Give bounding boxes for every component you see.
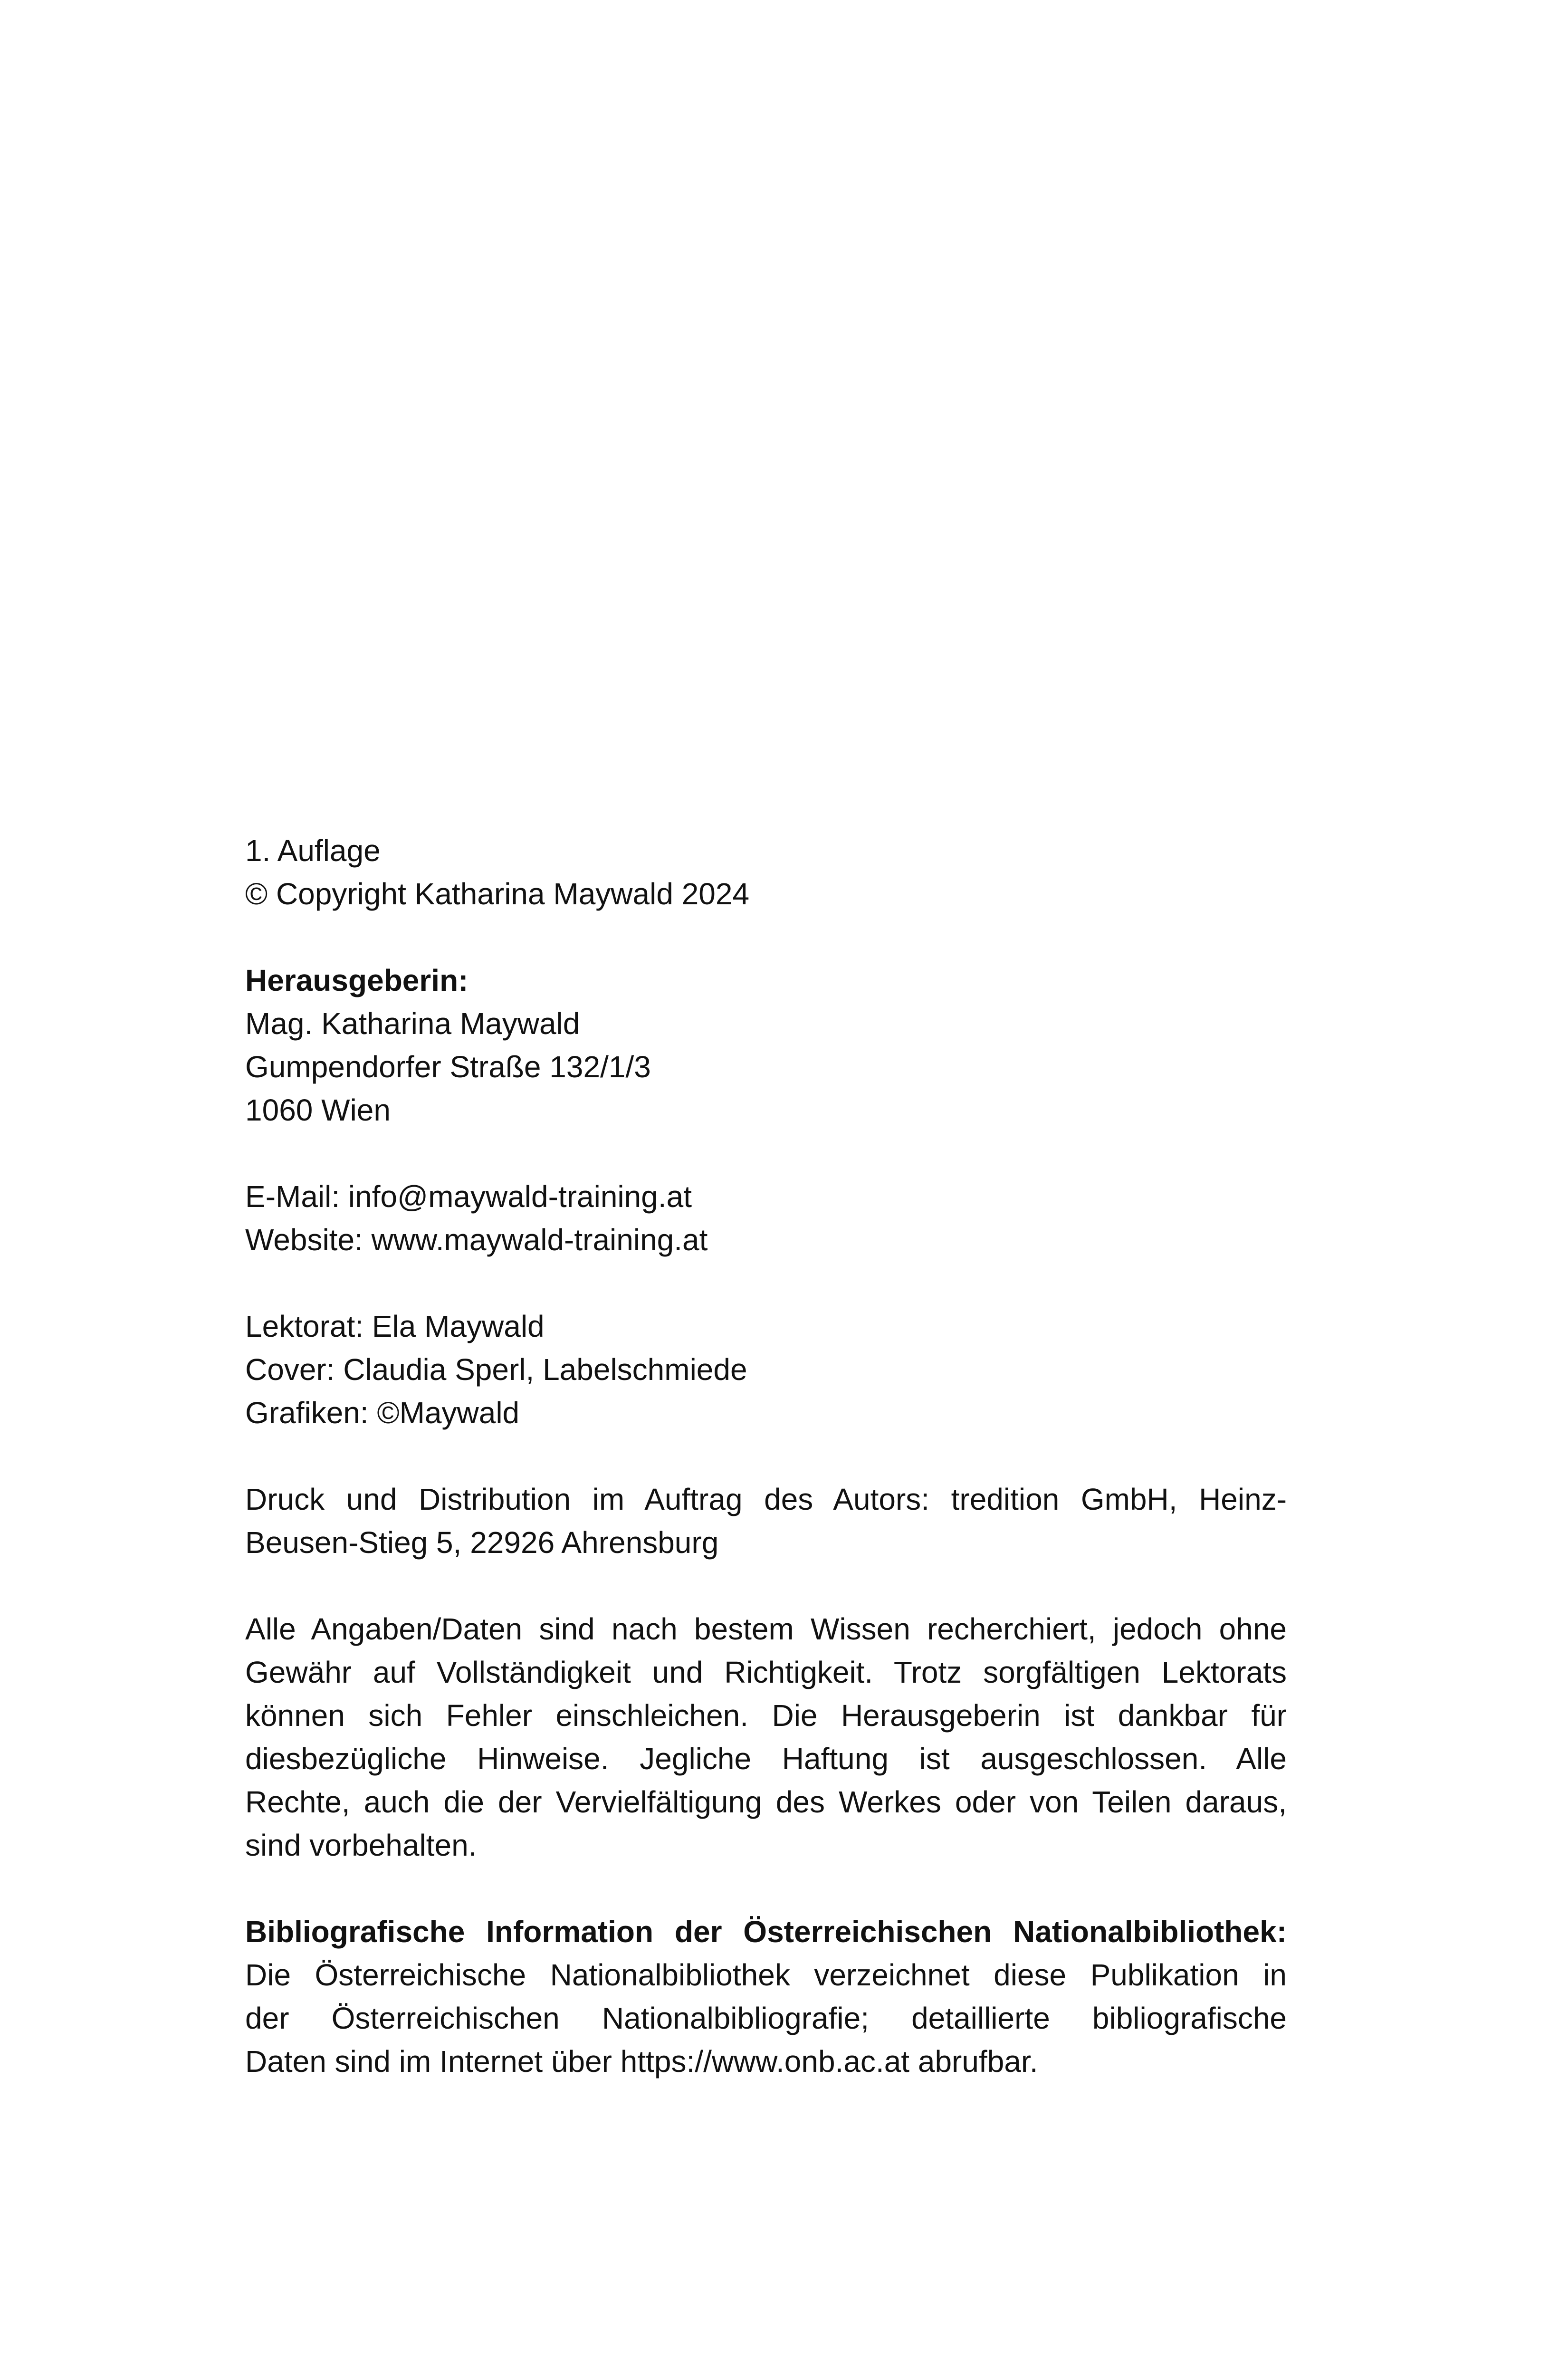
contact-email: E-Mail: info@maywald-training.at	[245, 1179, 692, 1214]
credit-editing: Lektorat: Ela Maywald	[245, 1309, 545, 1343]
disclaimer-line: Gewähr auf Vollständigkeit und Richtigkeit. Trotz sorgfältigen Lektorats	[245, 1655, 1287, 1689]
edition-line: 1. Auflage	[245, 834, 381, 868]
publisher-street: Gumpendorfer Straße 132/1/3	[245, 1050, 651, 1084]
spacer	[245, 1564, 1287, 1608]
bibliographic-line: der Österreichischen Nationalbibliografie; detaillierte bibliografische	[245, 2001, 1287, 2035]
spacer	[245, 1435, 1287, 1478]
disclaimer-line: Rechte, auch die der Vervielfältigung des Werkes oder von Teilen daraus,	[245, 1785, 1287, 1819]
disclaimer-line: sind vorbehalten.	[245, 1828, 477, 1862]
credit-cover: Cover: Claudia Sperl, Labelschmiede	[245, 1352, 747, 1387]
disclaimer-line: diesbezügliche Hinweise. Jegliche Haftung ist ausgeschlossen. Alle	[245, 1742, 1287, 1776]
publisher-city: 1060 Wien	[245, 1093, 391, 1127]
disclaimer-line: Alle Angaben/Daten sind nach bestem Wissen recherchiert, jedoch ohne	[245, 1612, 1287, 1646]
printing-line: Druck und Distribution im Auftrag des Autors: tredition GmbH, Heinz-	[245, 1482, 1287, 1516]
disclaimer-line: können sich Fehler einschleichen. Die Herausgeberin ist dankbar für	[245, 1698, 1287, 1733]
bibliographic-line: Die Österreichische Nationalbibliothek verzeichnet diese Publikation in	[245, 1958, 1287, 1992]
publisher-heading: Herausgeberin:	[245, 963, 468, 997]
credit-graphics: Grafiken: ©Maywald	[245, 1396, 520, 1430]
publisher-name: Mag. Katharina Maywald	[245, 1006, 580, 1041]
bibliographic-line: Daten sind im Internet über https://www.onb.ac.at abrufbar.	[245, 2044, 1038, 2079]
printing-line: Beusen-Stieg 5, 22926 Ahrensburg	[245, 1525, 719, 1560]
spacer	[245, 916, 1287, 959]
contact-website: Website: www.maywald-training.at	[245, 1223, 708, 1257]
bibliographic-heading: Bibliografische Information der Österreichischen Nationalbibliothek:	[245, 1915, 1287, 1949]
imprint-page	[245, 829, 1287, 2083]
spacer	[245, 1867, 1287, 1910]
spacer	[245, 1262, 1287, 1305]
spacer	[245, 1132, 1287, 1175]
copyright-line: © Copyright Katharina Maywald 2024	[245, 877, 750, 911]
